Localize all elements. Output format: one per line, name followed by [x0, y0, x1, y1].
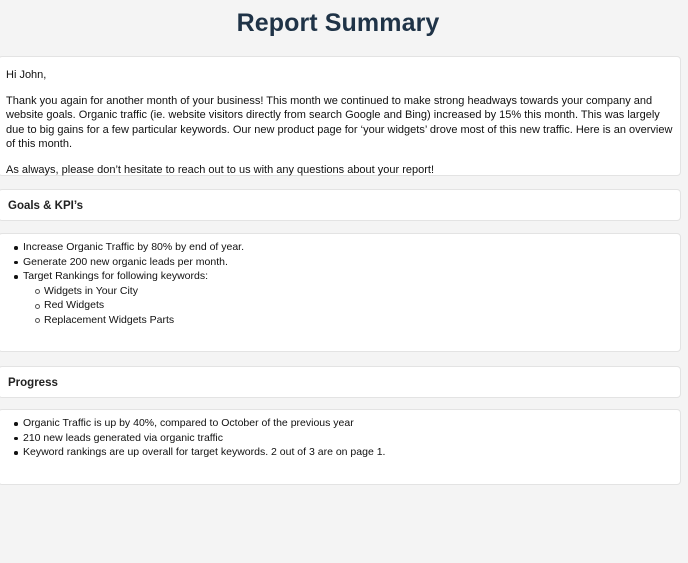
progress-item: 210 new leads generated via organic traffic: [23, 431, 680, 446]
closing-text: As always, please don’t hesitate to reach out to us with any questions about your report!: [6, 163, 435, 176]
goal-item: Increase Organic Traffic by 80% by end of year.: [23, 240, 680, 255]
goal-item-label: Target Rankings for following keywords:: [23, 270, 209, 283]
goal-item: Generate 200 new organic leads per month.: [23, 255, 680, 270]
progress-section-header: [0, 366, 681, 398]
goals-list: [0, 240, 680, 328]
keyword-item: Red Widgets: [44, 298, 680, 313]
goals-heading: Goals & KPI’s: [8, 200, 83, 212]
progress-item: Keyword rankings are up overall for target keywords. 2 out of 3 are on page 1.: [23, 445, 680, 460]
progress-heading: Progress: [8, 377, 58, 389]
goals-card: [0, 233, 681, 352]
progress-card: [0, 409, 681, 485]
progress-item: Organic Traffic is up by 40%, compared to October of the previous year: [23, 416, 680, 431]
goal-item-keywords: [23, 269, 680, 327]
keyword-item: Replacement Widgets Parts: [44, 313, 680, 328]
keyword-item: Widgets in Your City: [44, 284, 680, 299]
page-title: Report Summary: [236, 9, 440, 37]
intro-card: [0, 56, 681, 176]
keyword-list: [23, 284, 680, 328]
greeting-text: Hi John,: [6, 69, 47, 81]
progress-list: [0, 416, 680, 460]
intro-paragraph: Thank you again for another month of your business! This month we continued to make strong headways towards your company and website goals. Organic traffic (ie. website visitors directly from search Google and Bing) increased by 15% this month. This was largely due to big gains for a few particular keywords. Our new product page for ‘your widgets’ drove most of this new traffic. Here is an overview of this month.: [6, 94, 673, 150]
goals-section-header: [0, 189, 681, 221]
